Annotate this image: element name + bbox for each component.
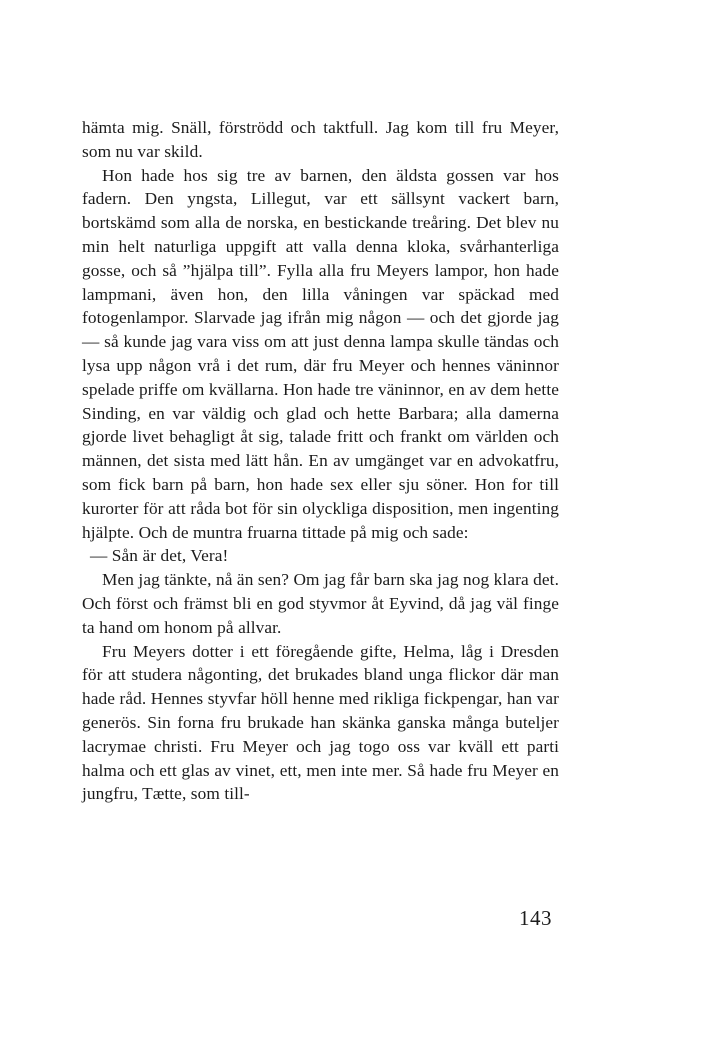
paragraph-dialogue: — Sån är det, Vera!	[90, 546, 229, 566]
paragraph-2: Hon hade hos sig tre av barnen, den äldsta gossen var hos fadern. Den yngsta, Lillegut, var ett sällsynt vackert barn, bortskämd som alla de norska, en bestickande treåring. Det blev nu min helt naturliga uppgift att valla denna kloka, svårhanterliga gosse, och så ”hjälpa till”. Fylla alla fru Meyers lampor, hon hade lampmani, även hon, den lilla våningen var späckad med fotogenlampor. Slarvade jag ifrån mig någon — och det gjorde jag — så kunde jag vara viss om att just denna lampa skulle tändas och lysa upp någon vrå i det rum, där fru Meyer och hennes väninnor spelade priffe om kvällarna. Hon hade tre väninnor, en av dem hette Sinding, en var väldig och glad och hette Barbara; alla damerna gjorde livet behagligt åt sig, talade fritt och frankt om världen och männen, det sista med lätt hån. En av umgänget var en advokatfru, som fick barn på barn, hon hade sex eller sju söner. Hon for till kurorter för att råda bot för sin olyckliga disposition, men ingenting hjälpte. Och de muntra fruarna tittade på mig och sade:	[82, 165, 559, 542]
paragraph-1: hämta mig. Snäll, förströdd och taktfull. Jag kom till fru Meyer, som nu var skild.	[82, 118, 559, 161]
paragraph-4: Men jag tänkte, nå än sen? Om jag får barn ska jag nog klara det. Och först och främst bli en god styvmor åt Eyvind, då jag väl finge ta hand om honom på allvar.	[82, 570, 559, 637]
paragraph-5: Fru Meyers dotter i ett föregående gifte, Helma, låg i Dresden för att studera någonting, det brukades bland unga flickor där man hade råd. Hennes styvfar höll henne med rikliga fickpengar, han var generös. Sin forna fru brukade han skänka ganska många buteljer lacrymae christi. Fru Meyer och jag togo oss var kväll ett parti halma och ett glas av vinet, ett, men inte mer. Så hade fru Meyer en jungfru, Tætte, som till-	[82, 641, 559, 804]
page-number: 143	[519, 906, 552, 930]
body-text	[82, 116, 559, 806]
